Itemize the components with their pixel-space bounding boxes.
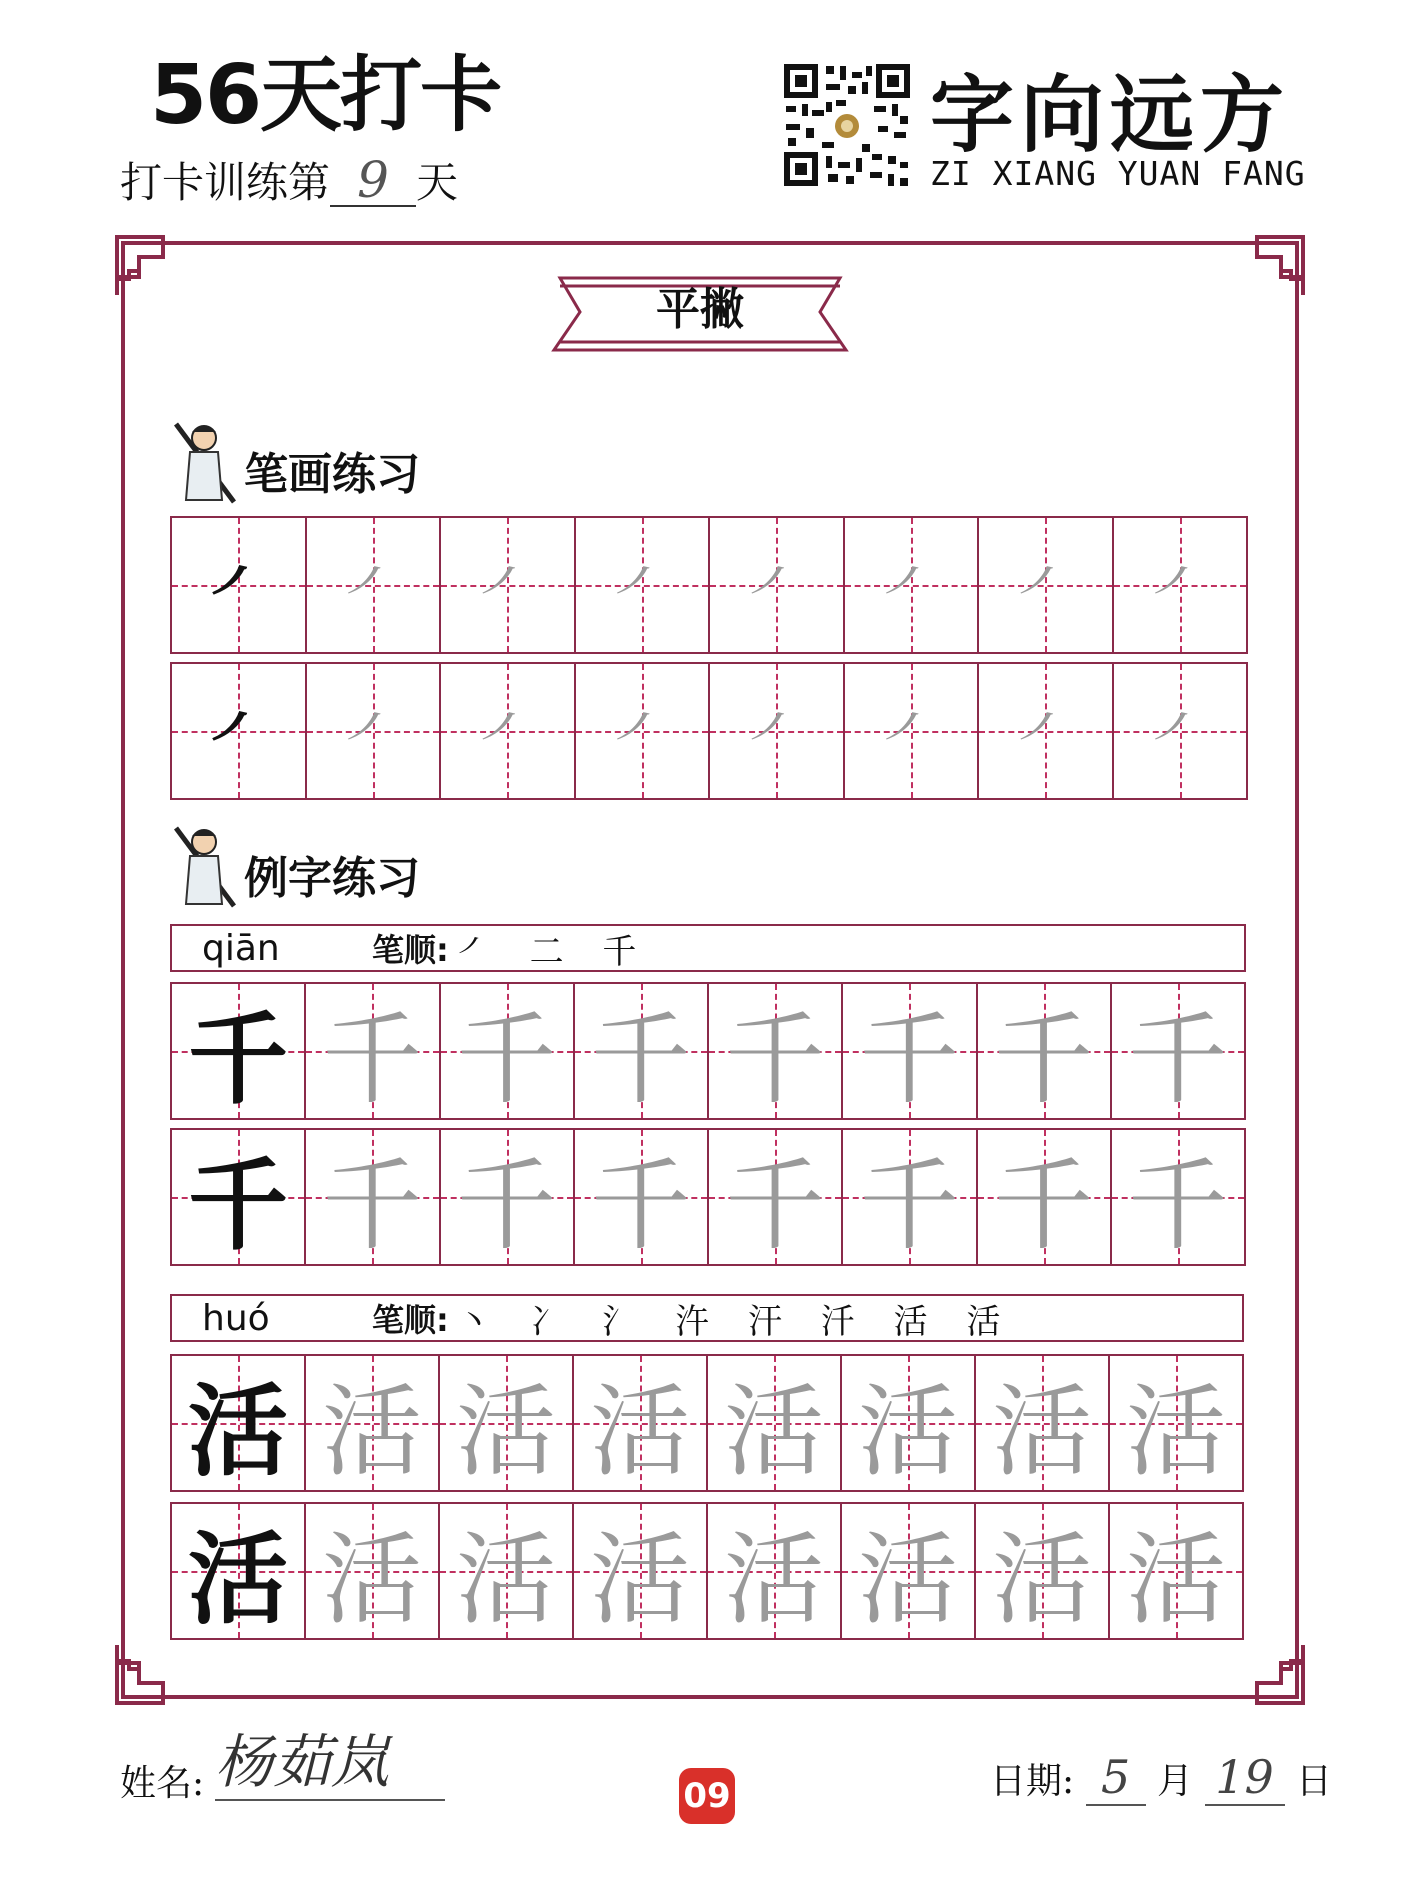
grid-cell[interactable] — [440, 1356, 574, 1490]
char-grid-huo-row-1 — [170, 1354, 1244, 1492]
grid-cell[interactable] — [306, 1356, 440, 1490]
brand-name-cn: 字向远方 — [930, 65, 1291, 164]
qr-code-icon — [782, 62, 912, 188]
grid-cell[interactable] — [575, 1130, 709, 1264]
grid-cell[interactable] — [845, 664, 980, 798]
pinyin-bar-qian — [170, 924, 1246, 972]
date-line — [990, 1750, 1332, 1806]
grid-cell[interactable] — [843, 1130, 977, 1264]
char-practice: 活 — [322, 1373, 422, 1490]
char-practice: 活 — [992, 1373, 1092, 1490]
stroke-trace: ㇒ — [881, 702, 940, 770]
scholar-icon — [170, 822, 240, 912]
char-practice: 活 — [858, 1373, 958, 1490]
char-practice: 千 — [859, 1147, 960, 1264]
stroke-trace: ㇒ — [1016, 702, 1075, 770]
grid-cell[interactable] — [574, 1356, 708, 1490]
char-practice: 活 — [1126, 1521, 1226, 1638]
char-practice: 千 — [1127, 1001, 1228, 1118]
grid-cell[interactable] — [1112, 984, 1244, 1118]
char-grid-huo-row-2 — [170, 1502, 1244, 1640]
example-section-heading: 例字练习 — [244, 853, 420, 904]
grid-cell[interactable] — [307, 518, 442, 652]
grid-cell[interactable] — [1112, 1130, 1244, 1264]
scholar-icon — [170, 418, 240, 508]
page-number-badge: 09 — [679, 1768, 735, 1824]
grid-cell[interactable] — [441, 984, 575, 1118]
char-practice: 千 — [993, 1147, 1094, 1264]
char-practice: 千 — [456, 1001, 557, 1118]
char-practice: 活 — [590, 1373, 690, 1490]
char-practice: 活 — [590, 1521, 690, 1638]
grid-cell[interactable] — [172, 664, 307, 798]
stroke-order-label: 笔顺: — [372, 1301, 449, 1339]
grid-cell[interactable] — [576, 664, 711, 798]
char-sample: 活 — [188, 1372, 288, 1490]
char-practice: 千 — [859, 1001, 960, 1118]
grid-cell[interactable] — [842, 1356, 976, 1490]
month-field[interactable]: 5 — [1086, 1750, 1146, 1806]
stroke-trace: ㇒ — [1150, 702, 1209, 770]
char-practice: 活 — [724, 1373, 824, 1490]
char-sample: 活 — [188, 1520, 288, 1638]
char-practice: 活 — [724, 1521, 824, 1638]
char-practice: 千 — [590, 1147, 691, 1264]
pinyin-bar-huo — [170, 1294, 1244, 1342]
stroke-section-heading: 笔画练习 — [244, 449, 420, 500]
grid-cell[interactable] — [978, 1130, 1112, 1264]
grid-cell[interactable] — [441, 664, 576, 798]
stroke-order-label: 笔顺: — [372, 931, 449, 969]
stroke-order: 丶 冫 氵 汻 汗 汘 活 活 — [456, 1301, 1015, 1342]
grid-cell[interactable] — [441, 1130, 575, 1264]
grid-cell[interactable] — [843, 984, 977, 1118]
grid-cell[interactable] — [306, 984, 440, 1118]
char-practice: 千 — [456, 1147, 557, 1264]
grid-cell[interactable] — [710, 518, 845, 652]
char-practice: 千 — [725, 1001, 826, 1118]
stroke-sample: ㇒ — [209, 556, 268, 624]
char-practice: 活 — [992, 1521, 1092, 1638]
stroke-grid-row-1 — [170, 516, 1248, 654]
grid-cell[interactable] — [306, 1130, 440, 1264]
stroke-trace: ㇒ — [343, 702, 402, 770]
grid-cell[interactable] — [845, 518, 980, 652]
grid-cell[interactable] — [978, 984, 1112, 1118]
grid-cell[interactable] — [1114, 664, 1247, 798]
grid-cell[interactable] — [441, 518, 576, 652]
stroke-order: ㇒ 二 千 — [456, 931, 651, 972]
stroke-grid-row-2 — [170, 662, 1248, 800]
day-field[interactable]: 19 — [1205, 1750, 1285, 1806]
stroke-trace: ㇒ — [747, 702, 806, 770]
pinyin: huó — [202, 1297, 270, 1339]
grid-cell[interactable] — [1110, 1504, 1242, 1638]
grid-cell[interactable] — [976, 1504, 1110, 1638]
char-grid-qian-row-1 — [170, 982, 1246, 1120]
stroke-trace: ㇒ — [881, 556, 940, 624]
grid-cell[interactable] — [172, 1356, 306, 1490]
brand-name-en: ZI XIANG YUAN FANG — [930, 154, 1306, 193]
grid-cell[interactable] — [979, 518, 1114, 652]
name-label: 姓名: — [120, 1763, 205, 1804]
grid-cell[interactable] — [172, 1130, 306, 1264]
grid-cell[interactable] — [576, 518, 711, 652]
grid-cell[interactable] — [976, 1356, 1110, 1490]
char-practice: 活 — [322, 1521, 422, 1638]
stroke-trace: ㇒ — [1150, 556, 1209, 624]
page-title: 56天打卡 — [150, 48, 501, 143]
checkin-day-line — [120, 150, 458, 210]
grid-cell[interactable] — [708, 1504, 842, 1638]
grid-cell[interactable] — [440, 1504, 574, 1638]
day-prefix: 打卡训练第 — [120, 158, 331, 207]
grid-cell[interactable] — [710, 664, 845, 798]
grid-cell[interactable] — [172, 1504, 306, 1638]
stroke-trace: ㇒ — [612, 556, 671, 624]
date-label: 日期: — [990, 1761, 1075, 1802]
char-practice: 千 — [322, 1147, 423, 1264]
stroke-trace: ㇒ — [343, 556, 402, 624]
day-value[interactable]: 9 — [330, 155, 416, 207]
char-practice: 活 — [1126, 1373, 1226, 1490]
char-practice: 活 — [456, 1373, 556, 1490]
grid-cell[interactable] — [172, 984, 306, 1118]
char-practice: 千 — [725, 1147, 826, 1264]
grid-cell[interactable] — [979, 664, 1114, 798]
month-unit: 月 — [1157, 1761, 1194, 1802]
grid-cell[interactable] — [708, 1356, 842, 1490]
char-practice: 千 — [993, 1001, 1094, 1118]
char-practice: 活 — [858, 1521, 958, 1638]
grid-cell[interactable] — [1114, 518, 1247, 652]
grid-cell[interactable] — [574, 1504, 708, 1638]
grid-cell[interactable] — [709, 1130, 843, 1264]
char-sample: 千 — [188, 1000, 289, 1118]
char-sample: 千 — [188, 1146, 289, 1264]
pinyin: qiān — [202, 927, 280, 969]
char-grid-qian-row-2 — [170, 1128, 1246, 1266]
grid-cell[interactable] — [1110, 1356, 1242, 1490]
grid-cell[interactable] — [172, 518, 307, 652]
stroke-trace: ㇒ — [747, 556, 806, 624]
char-practice: 千 — [322, 1001, 423, 1118]
day-unit: 日 — [1295, 1761, 1332, 1802]
ribbon-title: 平撇 — [656, 284, 744, 335]
char-practice: 千 — [1127, 1147, 1228, 1264]
grid-cell[interactable] — [842, 1504, 976, 1638]
stroke-trace: ㇒ — [478, 556, 537, 624]
stroke-trace: ㇒ — [612, 702, 671, 770]
grid-cell[interactable] — [306, 1504, 440, 1638]
stroke-trace: ㇒ — [1016, 556, 1075, 624]
grid-cell[interactable] — [307, 664, 442, 798]
grid-cell[interactable] — [575, 984, 709, 1118]
stroke-sample: ㇒ — [209, 702, 268, 770]
stroke-trace: ㇒ — [478, 702, 537, 770]
char-practice: 活 — [456, 1521, 556, 1638]
grid-cell[interactable] — [709, 984, 843, 1118]
day-suffix: 天 — [416, 158, 459, 207]
name-field[interactable]: 杨茹岚 — [215, 1715, 445, 1801]
char-practice: 千 — [590, 1001, 691, 1118]
